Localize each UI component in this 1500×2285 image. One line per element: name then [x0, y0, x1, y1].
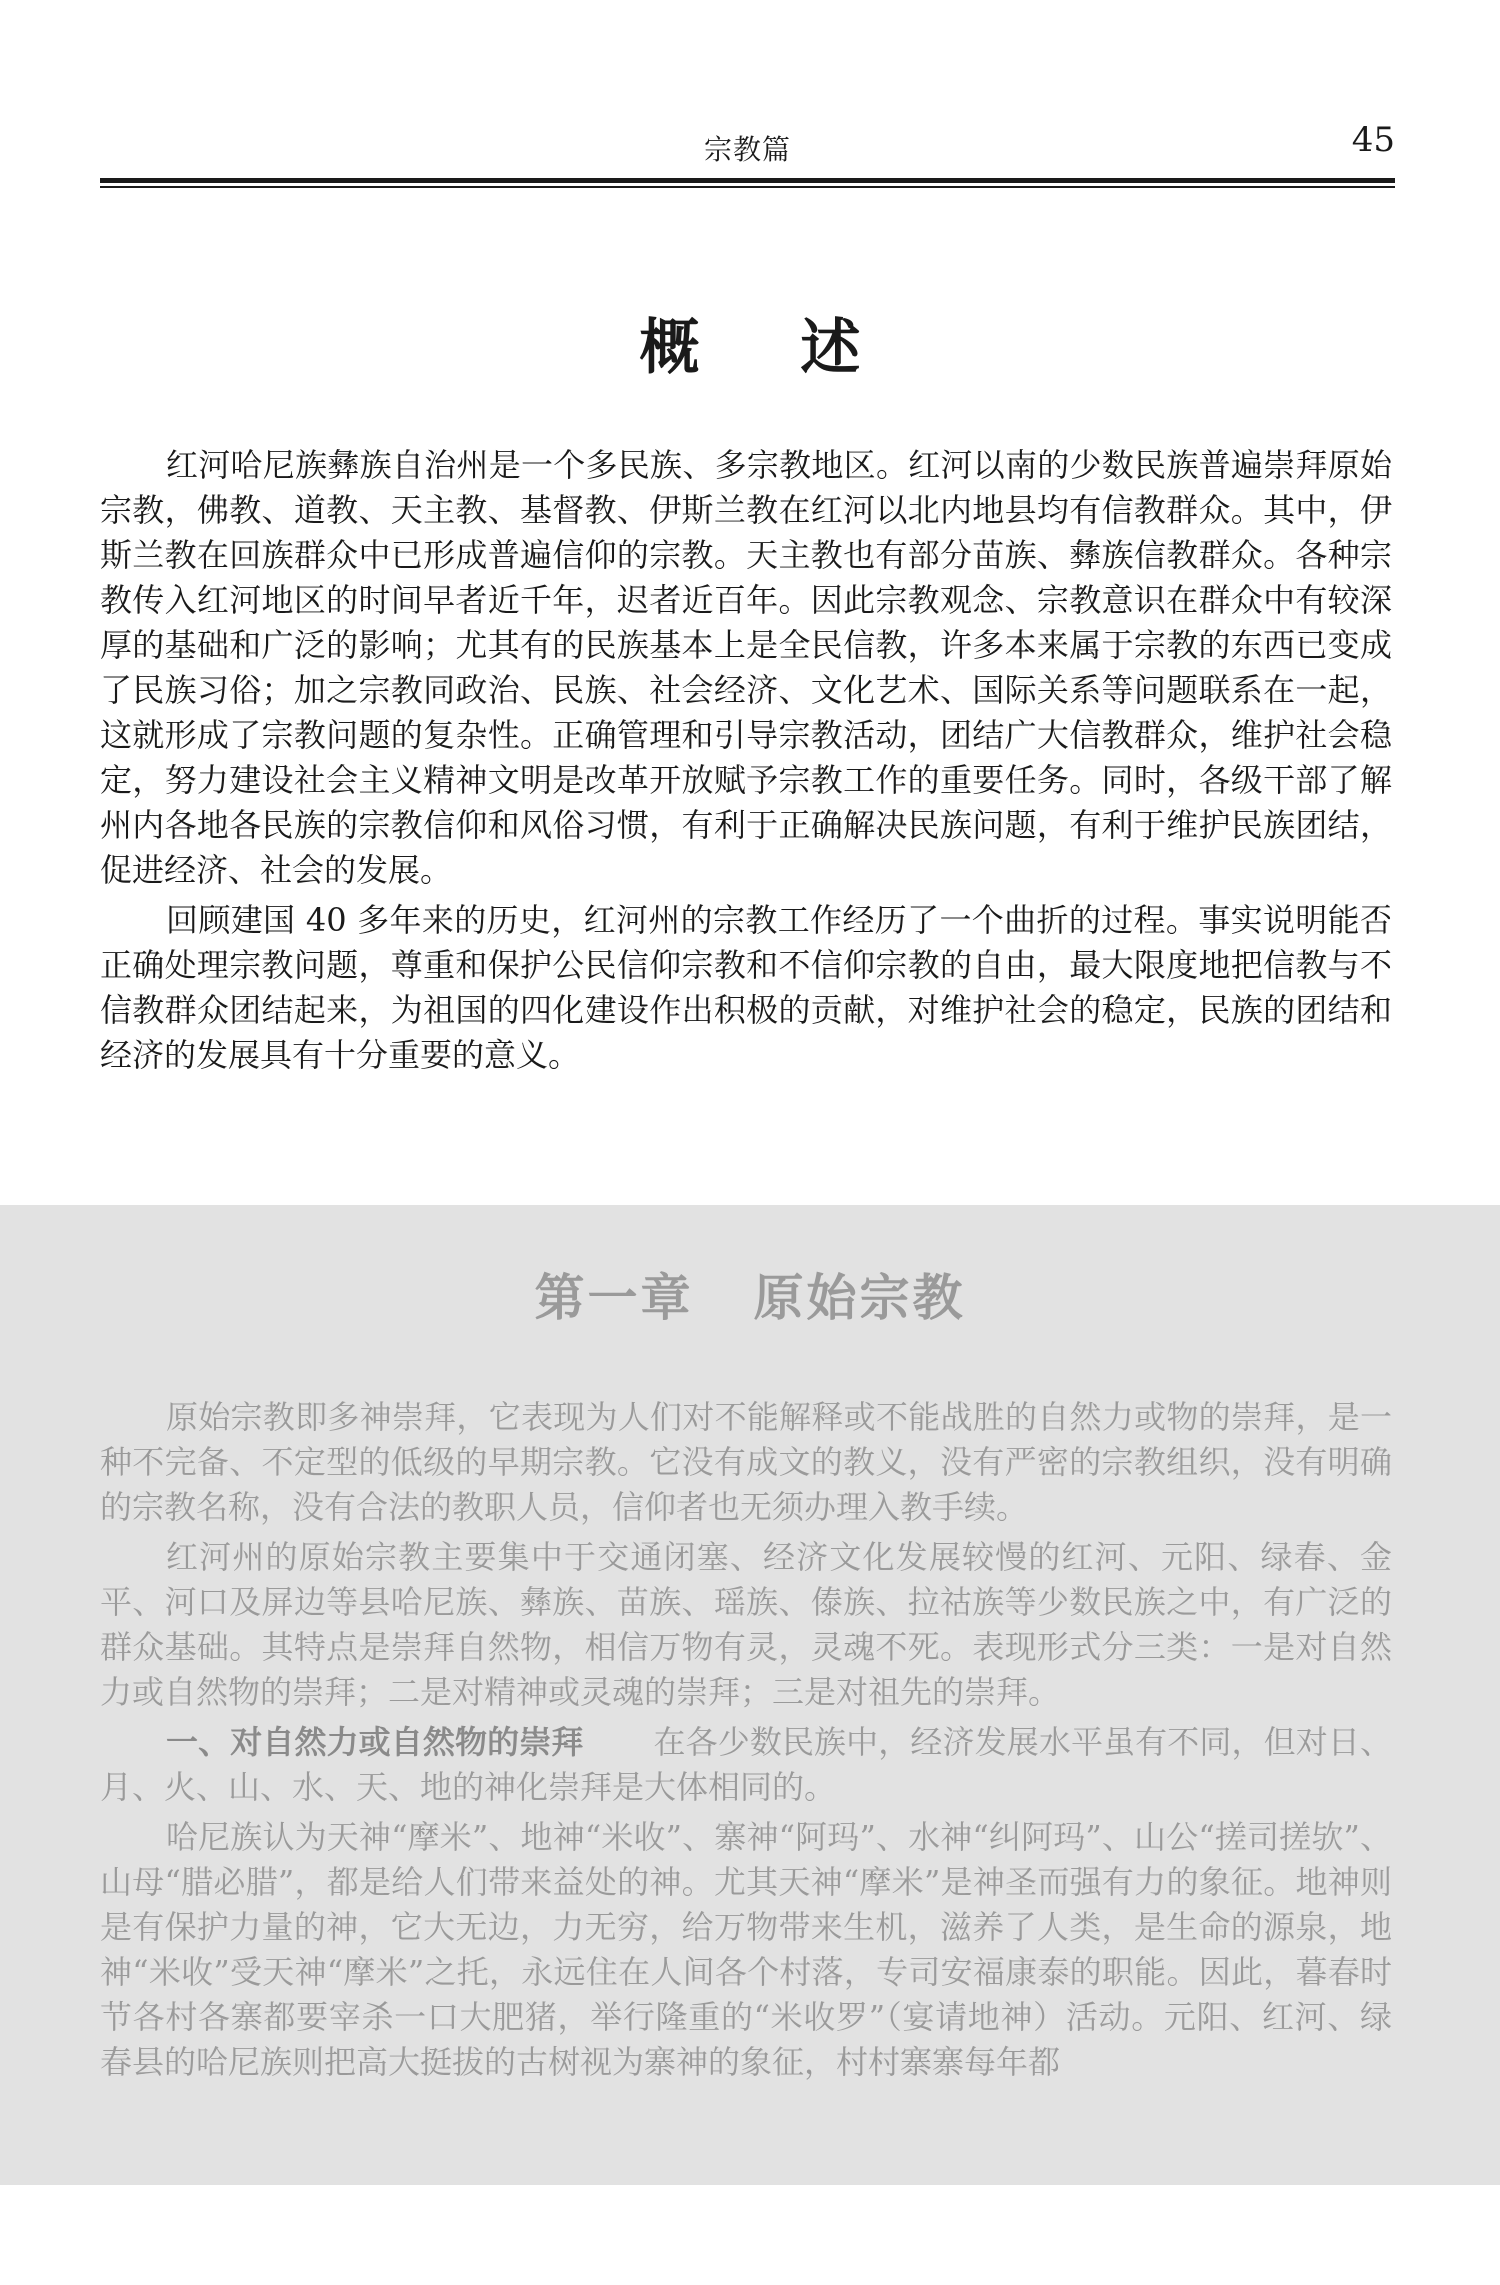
section-heading: 一、对自然力或自然物的崇拜	[166, 1723, 584, 1761]
overview-body	[100, 443, 1392, 1083]
chapter-heading	[0, 1258, 1500, 1330]
chapter-paragraph-2: 红河州的原始宗教主要集中于交通闭塞、经济文化发展较慢的红河、元阳、绿春、金平、河口及屏边等县哈尼族、彝族、苗族、瑶族、傣族、拉祜族等少数民族之中，有广泛的群众基础。其特点是崇拜自然物，相信万物有灵，灵魂不死。表现形式分三类：一是对自然力或自然物的崇拜；二是对精神或灵魂的崇拜；三是对祖先的崇拜。	[100, 1538, 1392, 1711]
chapter-number: 第一章	[534, 1269, 694, 1327]
chapter-body	[100, 1395, 1392, 2090]
running-header	[100, 120, 1395, 180]
header-rule-thick	[100, 178, 1395, 183]
chapter-paragraph-3	[100, 1720, 1392, 1810]
chapter-paragraph-4: 哈尼族认为天神“摩米”、地神“米收”、寨神“阿玛”、水神“纠阿玛”、山公“搓司搓欤”、山母“腊必腊”，都是给人们带来益处的神。尤其天神“摩米”是神圣而强有力的象征。地神则是有保护力量的神，它大无边，力无穷，给万物带来生机，滋养了人类，是生命的源泉，地神“米收”受天神“摩米”之托，永远住在人间各个村落，专司安福康泰的职能。因此，暮春时节各村各寨都要宰杀一口大肥猪，举行隆重的“米收罗”（宴请地神）活动。元阳、红河、绿春县的哈尼族则把高大挺拔的古树视为寨神的象征，村村寨寨每年都	[100, 1818, 1392, 2081]
section-title: 宗教篇	[703, 133, 791, 166]
chapter-paragraph-1: 原始宗教即多神崇拜，它表现为人们对不能解释或不能战胜的自然力或物的崇拜，是一种不完备、不定型的低级的早期宗教。它没有成文的教义，没有严密的宗教组织，没有明确的宗教名称，没有合法的教职人员，信仰者也无须办理入教手续。	[100, 1398, 1392, 1526]
page-number: 45	[1351, 120, 1395, 160]
overview-paragraph-2: 回顾建国 40 多年来的历史，红河州的宗教工作经历了一个曲折的过程。事实说明能否正确处理宗教问题，尊重和保护公民信仰宗教和不信仰宗教的自由，最大限度地把信教与不信教群众团结起来，为祖国的四化建设作出积极的贡献，对维护社会的稳定，民族的团结和经济的发展具有十分重要的意义。	[100, 901, 1392, 1074]
header-rule-thin	[100, 186, 1395, 188]
overview-paragraph-1: 红河哈尼族彝族自治州是一个多民族、多宗教地区。红河以南的少数民族普遍崇拜原始宗教，佛教、道教、天主教、基督教、伊斯兰教在红河以北内地县均有信教群众。其中，伊斯兰教在回族群众中已形成普遍信仰的宗教。天主教也有部分苗族、彝族信教群众。各种宗教传入红河地区的时间早者近千年，迟者近百年。因此宗教观念、宗教意识在群众中有较深厚的基础和广泛的影响；尤其有的民族基本上是全民信教，许多本来属于宗教的东西已变成了民族习俗；加之宗教同政治、民族、社会经济、文化艺术、国际关系等问题联系在一起，这就形成了宗教问题的复杂性。正确管理和引导宗教活动，团结广大信教群众，维护社会稳定，努力建设社会主义精神文明是改革开放赋予宗教工作的重要任务。同时，各级干部了解州内各地各民族的宗教信仰和风俗习惯，有利于正确解决民族问题，有利于维护民族团结，促进经济、社会的发展。	[100, 446, 1392, 889]
section-text: 在各少数民族中，经济发展水平虽有不同，但对日、月、火、山、水、天、地的神化崇拜是大体相同的。	[100, 1723, 1392, 1806]
chapter-name: 原始宗教	[753, 1269, 966, 1327]
page-title: 概 述	[639, 313, 901, 383]
